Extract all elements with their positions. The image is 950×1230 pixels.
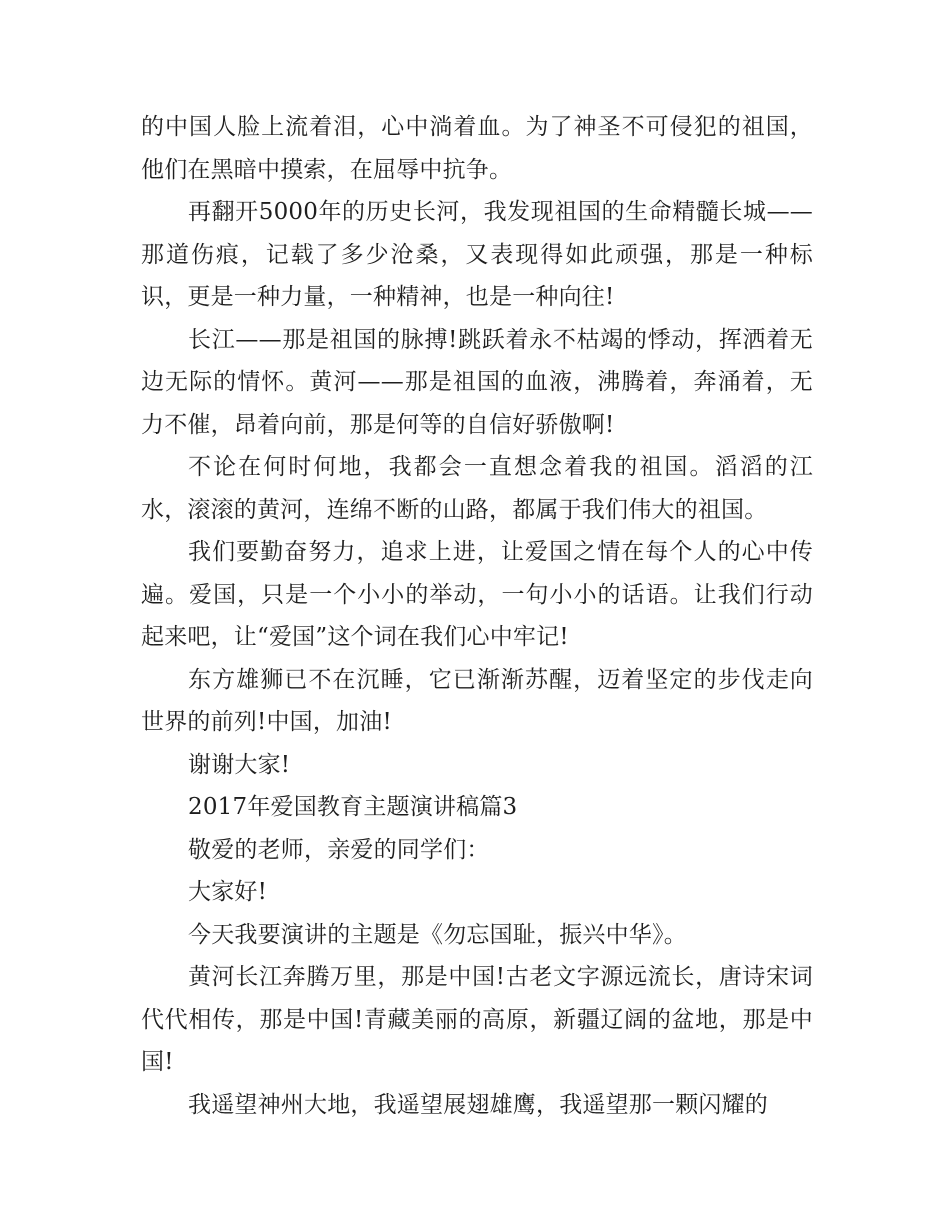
paragraph-greeting: 大家好!: [188, 879, 268, 905]
paragraph-gazing: 我遥望神州大地，我遥望展翅雄鹰，我遥望那一颗闪耀的: [188, 1091, 768, 1118]
paragraph-that-is-china: 黄河长江奔腾万里，那是中国!古老文字源远流长，唐诗宋词代代相传，那是中国!青藏美丽的高原，新疆辽阔的盆地，那是中国!: [141, 964, 813, 1075]
paragraph-topic: 今天我要演讲的主题是《勿忘国耻，振兴中华》。: [188, 921, 687, 948]
paragraph-eastern-lion: 东方雄狮已不在沉睡，它已渐渐苏醒，迈着坚定的步伐走向世界的前列!中国，加油!: [141, 666, 813, 735]
paragraph-yangtze-yellow-river: 长江——那是祖国的脉搏!跳跃着永不枯竭的悸动，挥洒着无边无际的情怀。黄河——那是祖国的血液，沸腾着，奔涌着，无力不催，昂着向前，那是何等的自信好骄傲啊!: [141, 326, 813, 438]
paragraph-thanks: 谢谢大家!: [188, 751, 291, 778]
paragraph-continuation: 的中国人脸上流着泪，心中淌着血。为了神圣不可侵犯的祖国，他们在黑暗中摸索，在屈辱中抗争。: [141, 114, 813, 183]
paragraph-great-wall: 再翻开5000年的历史长河，我发现祖国的生命精髓长城——那道伤痕，记载了多少沧桑，又表现得如此顽强，那是一种标识，更是一种力量，一种精神，也是一种向往!: [141, 199, 813, 310]
document-body: [141, 106, 813, 1126]
paragraph-patriotism-action: 我们要勤奋努力，追求上进，让爱国之情在每个人的心中传遍。爱国，只是一个小小的举动，一句小小的话语。让我们行动起来吧，让“爱国”这个词在我们心中牢记!: [141, 539, 813, 650]
paragraph-salutation: 敬爱的老师，亲爱的同学们：: [188, 836, 490, 863]
paragraph-missing-motherland: 不论在何时何地，我都会一直想念着我的祖国。滔滔的江水，滚滚的黄河，连绵不断的山路，都属于我们伟大的祖国。: [141, 454, 813, 523]
section-heading: 2017年爱国教育主题演讲稿篇3: [188, 794, 518, 820]
